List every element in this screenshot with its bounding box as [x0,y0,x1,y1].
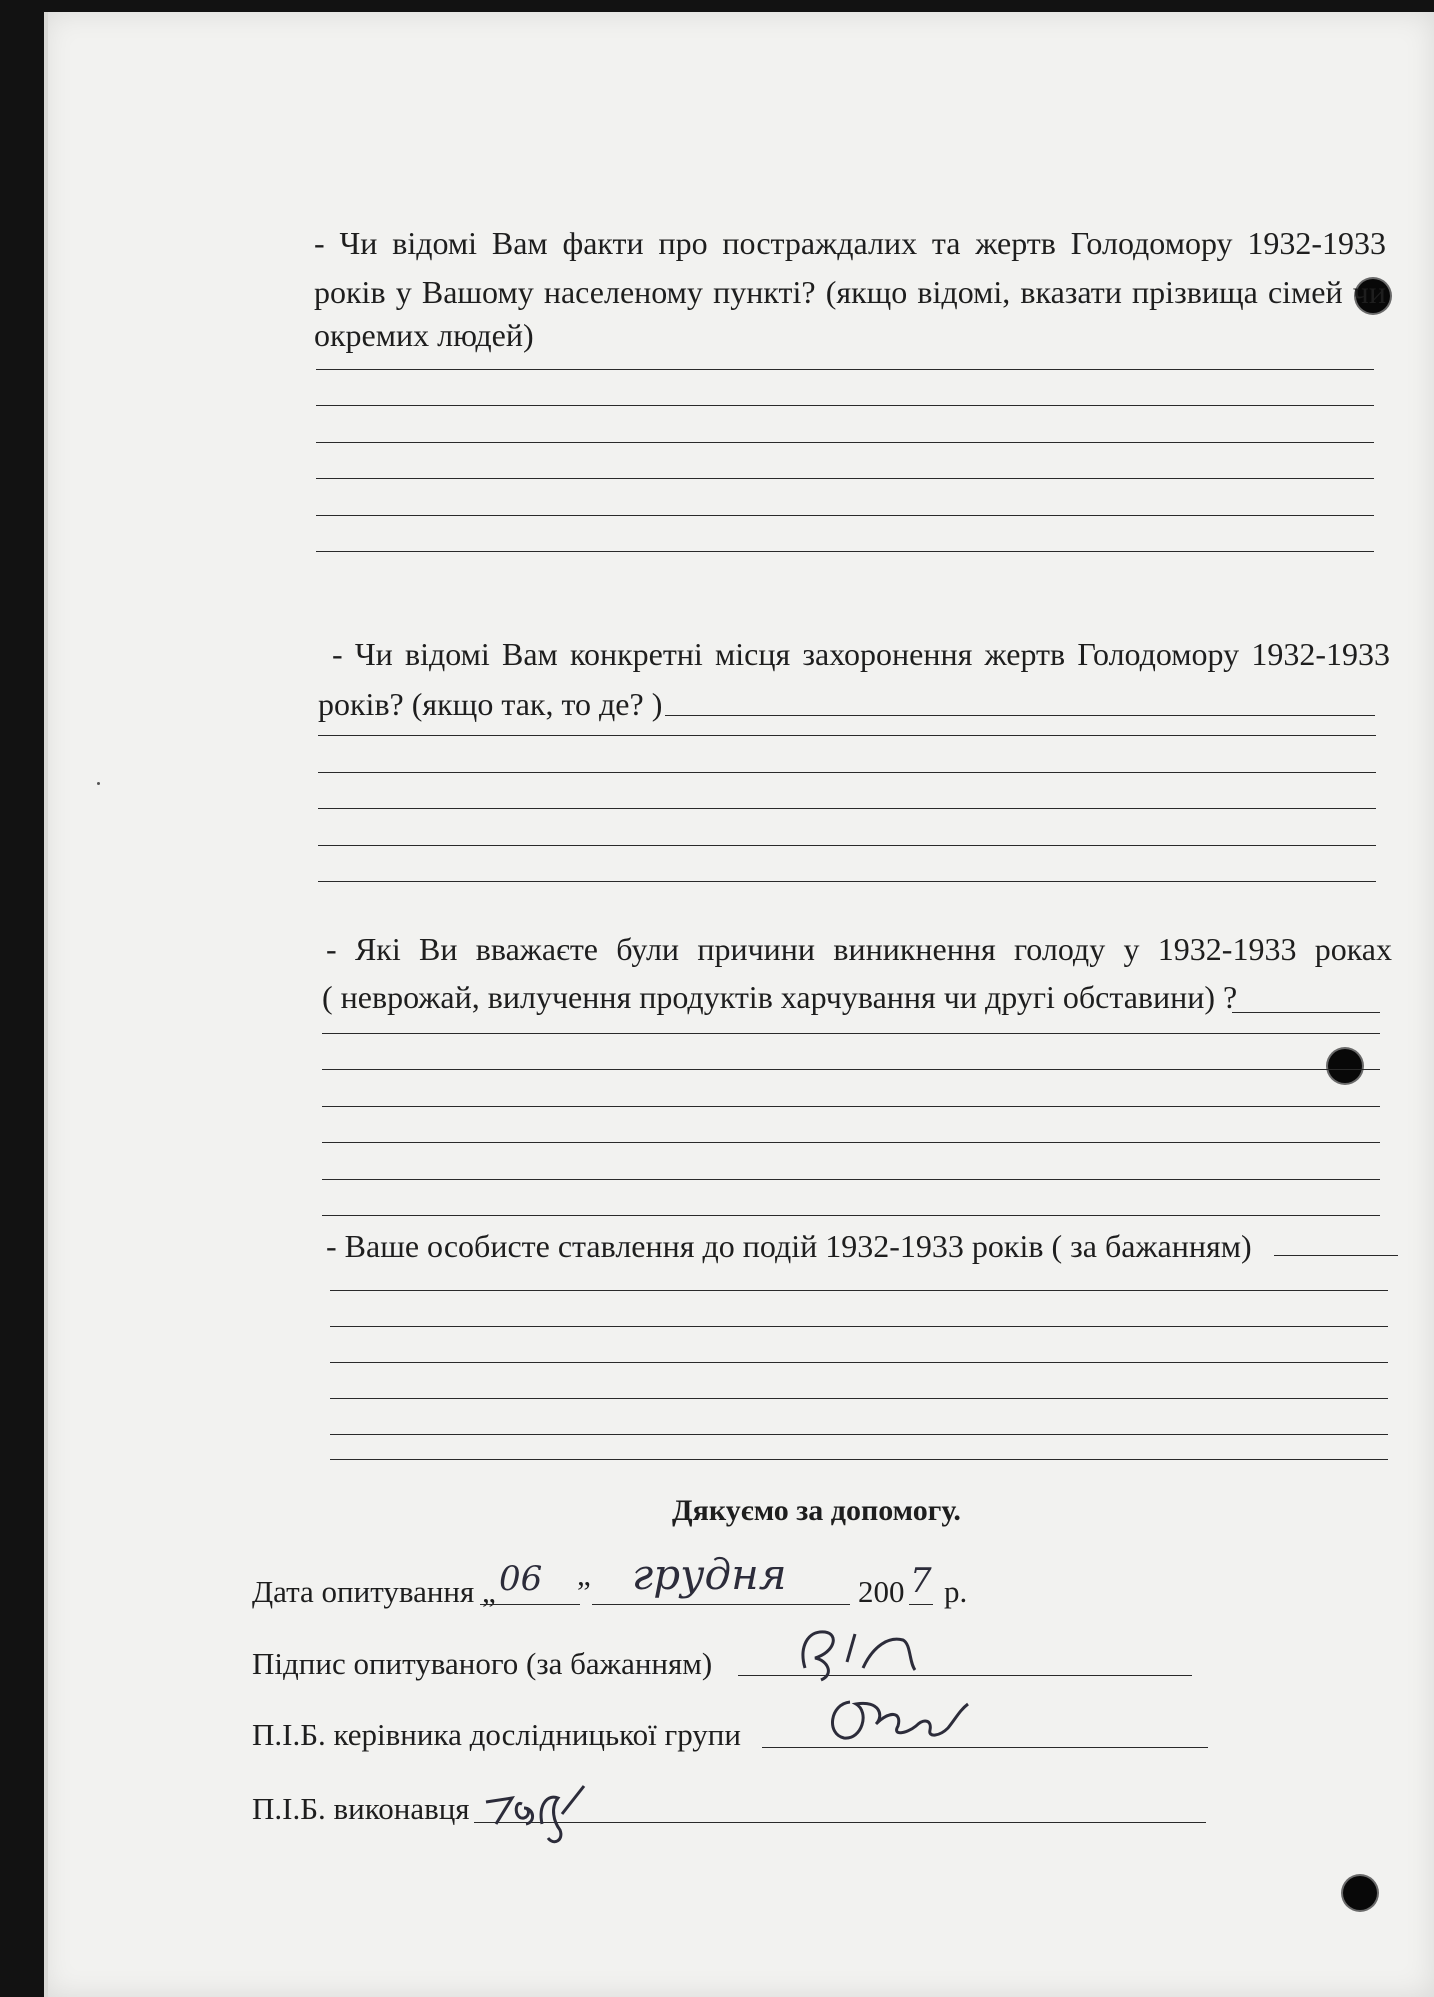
answer-line[interactable] [316,478,1374,479]
answer-line[interactable] [318,808,1376,809]
question-1-line-1: - Чи відомі Вам факти про постраждалих та жертв Голодомору 1932-1933 [314,225,1386,261]
answer-line[interactable] [318,845,1376,846]
paper-speck [97,782,100,785]
leader-signature-mark [820,1690,990,1750]
date-month-handwritten: грудня [632,1550,787,1599]
answer-line[interactable] [322,1142,1380,1143]
question-3-line-1: - Які Ви вважаєте були причини виникнення голоду у 1932-1933 роках [326,931,1392,967]
date-day-handwritten: 06 [499,1559,543,1599]
answer-line[interactable] [330,1326,1388,1327]
executor-name-label: П.І.Б. виконавця [252,1791,470,1826]
page-edge [44,12,48,1997]
answer-line[interactable] [316,442,1374,443]
answer-line[interactable] [322,1179,1380,1180]
punch-hole-middle [1328,1049,1362,1083]
answer-line[interactable] [1232,1012,1380,1013]
date-year-digit-handwritten: 7 [910,1561,932,1601]
respondent-signature-mark [785,1618,945,1688]
question-2-line-1: - Чи відомі Вам конкретні місця захоронення жертв Голодомору 1932-1933 [332,636,1390,672]
date-quote-close: ” [577,1574,591,1609]
punch-hole-bottom [1343,1876,1377,1910]
date-year-prefix: 200 [858,1574,905,1609]
answer-line[interactable] [330,1290,1388,1291]
answer-line[interactable] [330,1434,1388,1435]
question-3-line-2: ( неврожай, вилучення продуктів харчування чи другі обставини) ? [322,979,1238,1015]
answer-line[interactable] [322,1033,1380,1034]
question-2-line-2: років? (якщо так, то де? ) [318,686,663,722]
question-1-line-3: окремих людей) [314,317,534,353]
answer-line[interactable] [322,1215,1380,1216]
answer-line[interactable] [322,1106,1380,1107]
executor-signature-mark [478,1774,598,1854]
answer-line[interactable] [316,551,1374,552]
leader-name-label: П.І.Б. керівника дослідницької групи [252,1717,741,1752]
answer-line[interactable] [316,515,1374,516]
answer-line[interactable] [316,405,1374,406]
answer-line[interactable] [330,1459,1388,1460]
date-day-line[interactable] [480,1604,580,1605]
date-month-line[interactable] [592,1604,850,1605]
answer-line[interactable] [316,369,1374,370]
date-year-suffix: р. [944,1574,968,1609]
answer-line[interactable] [665,715,1375,716]
thanks-heading: Дякуємо за допомогу. [672,1494,961,1527]
answer-line[interactable] [318,735,1376,736]
date-year-line[interactable] [909,1604,933,1605]
answer-line[interactable] [318,772,1376,773]
answer-line[interactable] [318,881,1376,882]
question-1-line-2: років у Вашому населеному пункті? (якщо відомі, вказати прізвища сімей чи [314,274,1386,310]
answer-line[interactable] [330,1362,1388,1363]
answer-line[interactable] [1274,1255,1398,1256]
respondent-signature-label: Підпис опитуваного (за бажанням) [252,1646,713,1681]
answer-line[interactable] [322,1069,1380,1070]
date-label: Дата опитування „ [252,1574,496,1609]
question-4-line-1: - Ваше особисте ставлення до подій 1932-1933 років ( за бажанням) [326,1228,1252,1264]
answer-line[interactable] [330,1398,1388,1399]
